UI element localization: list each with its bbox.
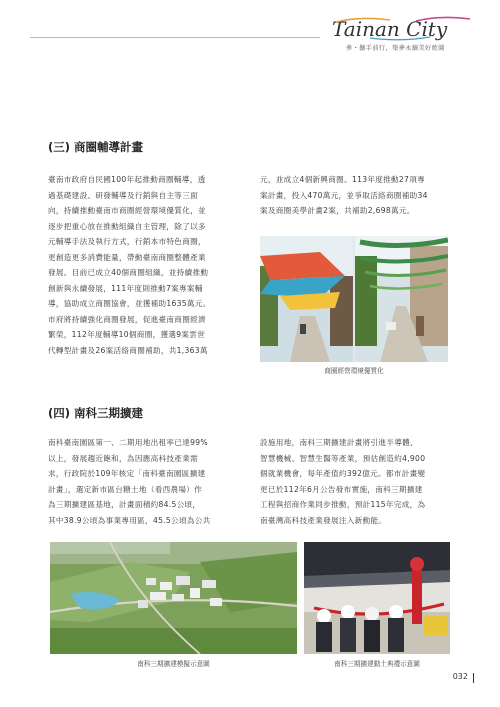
text-line: 代轉型計畫及26案活絡商圈補助，共1,363萬 — [48, 345, 208, 355]
text-line: 案計畫，投入470萬元，並爭取活絡商圈補助34 — [260, 190, 428, 200]
shopping-district-photo-caption: 商圈經營環境優質化 — [324, 367, 384, 375]
text-line: 工程與招商作業同步推動，預計115年完成，為 — [260, 500, 426, 509]
page-number-bar — [473, 673, 474, 683]
text-line: 逐步把重心放在推動組織自主管理，除了以多 — [48, 221, 206, 231]
text-line: 其中38.9公頃為事業專用區，45.5公頃為公共 — [48, 515, 211, 525]
text-line: 過基礎建設、研發輔導及行銷與自主等三面 — [48, 190, 198, 200]
text-line: 為三期擴建區基地，計畫面積約84.5公頃， — [48, 500, 201, 509]
section-3-right-paragraph — [260, 172, 452, 219]
section-4-title: (四) 南科三期擴建 — [48, 406, 144, 420]
text-line: 智慧機械、智慧生醫等產業，預估創造約4,900 — [260, 453, 426, 463]
text-line: 元，並成立4個新興商圈。113年度推動27項專 — [260, 175, 425, 184]
text-line: 市府將持續強化商圈發展，促進臺南商圈經濟 — [48, 314, 206, 324]
text-line: 南臺灣高科技產業發展注入新動能。 — [260, 515, 387, 525]
groundbreaking-ceremony-photo — [304, 542, 450, 654]
text-line: 求，行政院於109年核定「南科臺南園區擴建 — [48, 469, 206, 478]
text-line: 臺南市政府自民國100年起推動商圈輔導，透 — [48, 175, 206, 184]
text-line: 創新與永續發展，111年度則推動7案專案輔 — [48, 283, 203, 293]
text-line: 案及商圈美學計畫2案，共補助2,698萬元。 — [260, 206, 415, 215]
tainan-city-logo — [330, 14, 480, 44]
page-number: 032 — [452, 672, 468, 681]
text-line: 元輔導手法及執行方式，行銷本市特色商圈， — [48, 237, 206, 246]
aerial-render-caption: 南科三期擴建模擬示意圖 — [137, 660, 210, 668]
text-line: 發展。目前已成立40個商圈組織，並持續推動 — [48, 268, 209, 277]
section-3-title: (三) 商圈輔導計畫 — [48, 140, 144, 154]
section-4-left-paragraph — [48, 435, 236, 528]
brand-wordmark: Tainan City — [332, 17, 448, 41]
section-4-right-paragraph — [260, 435, 452, 528]
text-line: 更創造更多消費能量，帶動臺南商圈整體產業 — [48, 252, 206, 262]
shopping-district-photo — [260, 236, 448, 362]
text-line: 設施用地，南科三期擴建計畫將引進半導體、 — [260, 438, 418, 447]
text-line: 南科臺南園區第一、二期用地出租率已達99% — [48, 438, 208, 447]
text-line: 計畫」，選定新市區台糖土地（看西農場）作 — [48, 484, 203, 494]
text-line: 個就業機會，每年產值約392億元。都市計畫變 — [260, 469, 426, 478]
text-line: 向，持續推動臺南市商圈經營環境優質化，並 — [48, 206, 206, 215]
header-tagline: 參・攜手前行，築夢永續美好藍圖 — [346, 45, 445, 52]
ceremony-photo-caption: 南科三期擴建動土典禮示意圖 — [334, 660, 420, 668]
section-3-left-paragraph — [48, 172, 236, 358]
text-line: 導，協助成立商圈協會，並獲補助1635萬元。 — [48, 299, 211, 308]
text-line: 繁榮，112年度輔導10個商圈，獲選9案雲世 — [48, 330, 206, 339]
science-park-aerial-render — [50, 542, 297, 654]
text-line: 更已於112年6月公告發布實施，南科三期擴建 — [260, 484, 423, 494]
text-line: 以上，發展趨近飽和，為因應高科技產業需 — [48, 453, 198, 463]
header-divider — [30, 37, 320, 38]
